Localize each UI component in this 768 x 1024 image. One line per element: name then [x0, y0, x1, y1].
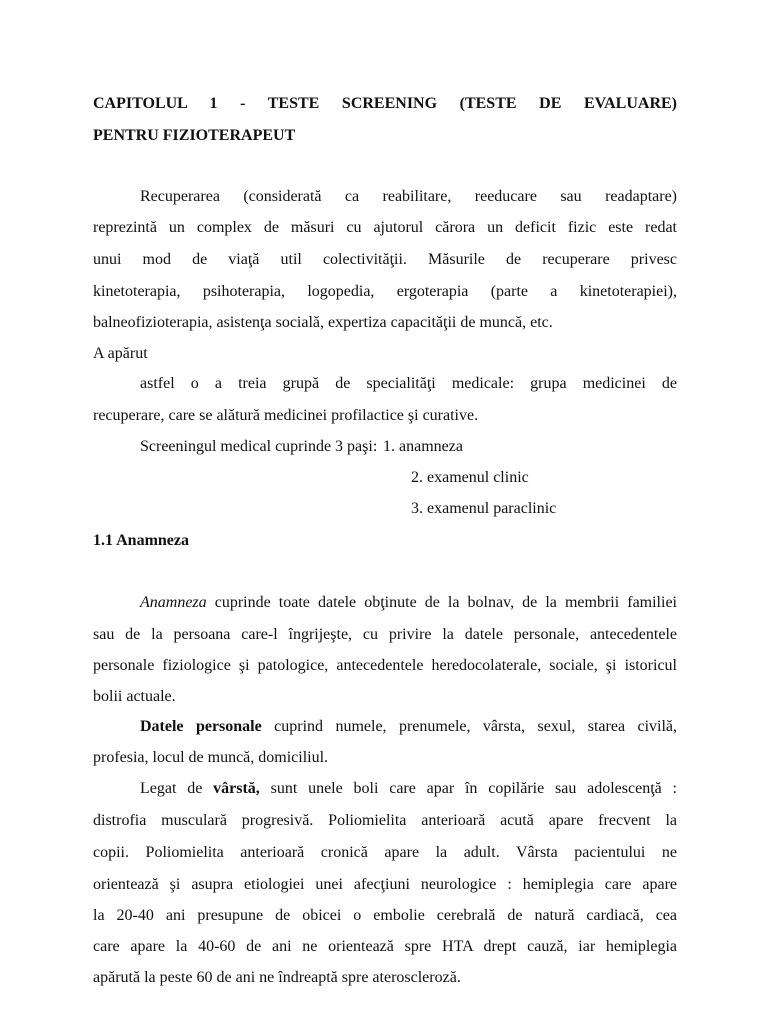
- varsta-line: orientează şi asupra etiologiei unei afecţiuni neurologice : hemiplegia care apare: [93, 876, 677, 893]
- varsta-line: care apare la 40-60 de ani ne orientează spre HTA drept cauză, iar hemiplegia: [93, 938, 677, 955]
- datele-line-2: profesia, locul de muncă, domiciliul.: [93, 749, 329, 766]
- anamneza-line: sau de la persoana care-l îngrijeşte, cu privire la datele personale, antecedentele: [93, 626, 677, 643]
- varsta-line-1: [93, 777, 677, 801]
- varsta-line: la 20-40 ani presupune de obicei o embolie cerebrală de natură cardiacă, cea: [93, 907, 677, 924]
- anamneza-line-1-rest: cuprinde toate datele obţinute de la bolnav, de la membrii familiei: [206, 594, 677, 611]
- chapter-title-line-2: PENTRU FIZIOTERAPEUT: [93, 127, 296, 144]
- intro-line: balneofizioterapia, asistenţa socială, expertiza capacităţii de muncă, etc.: [93, 314, 553, 331]
- screening-step-1: 1. anamneza: [383, 438, 463, 455]
- document-page: [93, 0, 677, 1024]
- a-aparut-text: A apărut: [93, 345, 148, 362]
- anamneza-term: Anamneza: [140, 594, 207, 611]
- varsta-term: vârstă,: [213, 780, 260, 797]
- varsta-line: apărută la peste 60 de ani ne îndreaptă spre ateroscleroză.: [93, 969, 461, 986]
- chapter-title-line-1: CAPITOLUL 1 - TESTE SCREENING (TESTE DE EVALUARE): [93, 95, 677, 112]
- intro-line: reprezintă un complex de măsuri cu ajutorul cărora un deficit fizic este redat: [93, 219, 677, 236]
- anamneza-line-1: [93, 591, 677, 615]
- intro-line: unui mod de viaţă util colectivităţii. Măsurile de recuperare privesc: [93, 251, 677, 268]
- screening-step-2: 2. examenul clinic: [411, 469, 529, 486]
- varsta-line: copii. Poliomielita anterioară cronică apare la adult. Vârsta pacientului ne: [93, 844, 677, 861]
- screening-step-3: 3. examenul paraclinic: [411, 500, 557, 517]
- datele-personale-term: Datele personale: [140, 718, 262, 735]
- astfel-line: recuperare, care se alătură medicinei profilactice şi curative.: [93, 407, 479, 424]
- varsta-line: distrofia musculară progresivă. Poliomielita anterioară acută apare frecvent la: [93, 812, 677, 829]
- varsta-line-1-pre: Legat de: [140, 780, 214, 797]
- anamneza-line: personale fiziologice şi patologice, antecedentele heredocolaterale, sociale, şi istoricul: [93, 657, 677, 674]
- datele-line-1: [93, 715, 677, 739]
- intro-line: Recuperarea (considerată ca reabilitare, reeducare sau readaptare): [140, 188, 677, 205]
- datele-line-1-rest: cuprind numele, prenumele, vârsta, sexul, starea civilă,: [261, 718, 677, 735]
- varsta-line-1-rest: sunt unele boli care apar în copilărie sau adolescenţă :: [259, 780, 678, 797]
- anamneza-line: bolii actuale.: [93, 688, 176, 705]
- intro-line: kinetoterapia, psihoterapia, logopedia, ergoterapia (parte a kinetoterapiei),: [93, 283, 677, 300]
- section-heading: 1.1 Anamneza: [93, 532, 189, 549]
- screening-lead: Screeningul medical cuprinde 3 paşi:: [140, 438, 378, 455]
- astfel-line: astfel o a treia grupă de specialităţi medicale: grupa medicinei de: [140, 375, 677, 392]
